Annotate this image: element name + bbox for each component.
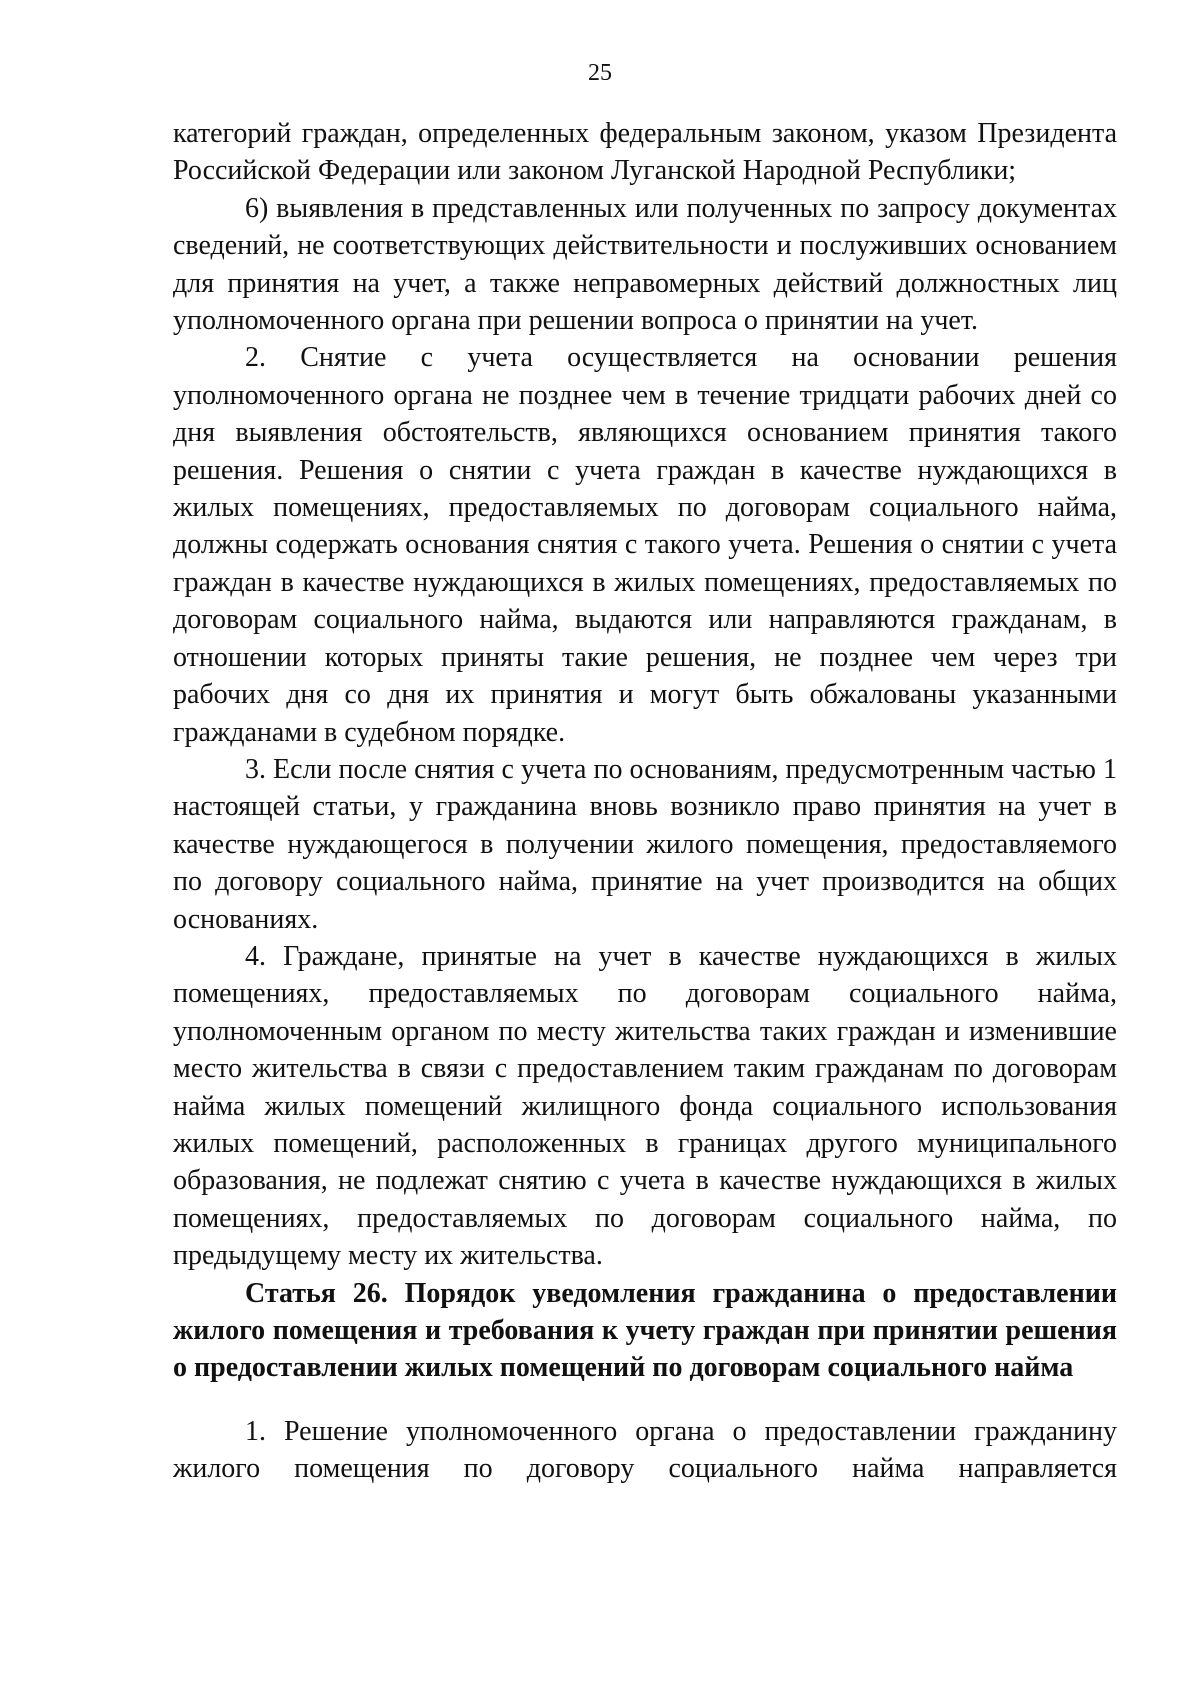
article-heading: Статья 26. Порядок уведомления гражданина о предоставлении жилого помещения и требования к учету граждан при принятии решения о предоставлении жилых помещений по договорам социального найма: [173, 1277, 1117, 1384]
paragraph-article-26-part-1: 1. Решение уполномоченного органа о предоставлении гражданину жилого помещения по договору социального найма направляется: [173, 1415, 1117, 1485]
paragraph-continuation: категорий граждан, определенных федеральным законом, указом Президента Российской Федерации или законом Луганской Народной Республики;: [173, 118, 1117, 187]
page-number: 25: [588, 60, 612, 86]
paragraph-part-4: 4. Граждане, принятые на учет в качестве нуждающихся в жилых помещениях, предоставляемых по договорам социального найма, уполномоченным органом по месту жительства таких граждан и изменившие место жительства в связи с предоставлением таким гражданам по договорам найма жилых помещений жилищного фонда социального использования жилых помещений, расположенных в границах другого муниципального образования, не подлежат снятию с учета в качестве нуждающихся в жилых помещениях, предоставляемых по договорам социального найма, по предыдущему месту их жительства.: [173, 940, 1117, 1272]
paragraph-part-2: 2. Снятие с учета осуществляется на основании решения уполномоченного органа не позднее чем в течение тридцати рабочих дней со дня выявления обстоятельств, являющихся основанием принятия такого решения. Решения о снятии с учета граждан в качестве нуждающихся в жилых помещениях, предоставляемых по договорам социального найма, должны содержать основания снятия с такого учета. Решения о снятии с учета граждан в качестве нуждающихся в жилых помещениях, предоставляемых по договорам социального найма, выдаются или направляются гражданам, в отношении которых приняты такие решения, не позднее чем через три рабочих дня со дня их принятия и могут быть обжалованы указанными гражданами в судебном порядке.: [173, 342, 1117, 748]
document-body: [173, 115, 1117, 1488]
paragraph-part-3: 3. Если после снятия с учета по основаниям, предусмотренным частью 1 настоящей статьи, у гражданина вновь возникло право принятия на учет в качестве нуждающегося в получении жилого помещения, предоставляемого по договору социального найма, принятие на учет производится на общих основаниях.: [173, 753, 1117, 935]
paragraph-item-6: 6) выявления в представленных или полученных по запросу документах сведений, не соответствующих действительности и послуживших основанием для принятия на учет, а также неправомерных действий должностных лиц уполномоченного органа при решении вопроса о принятии на учет.: [173, 192, 1117, 337]
